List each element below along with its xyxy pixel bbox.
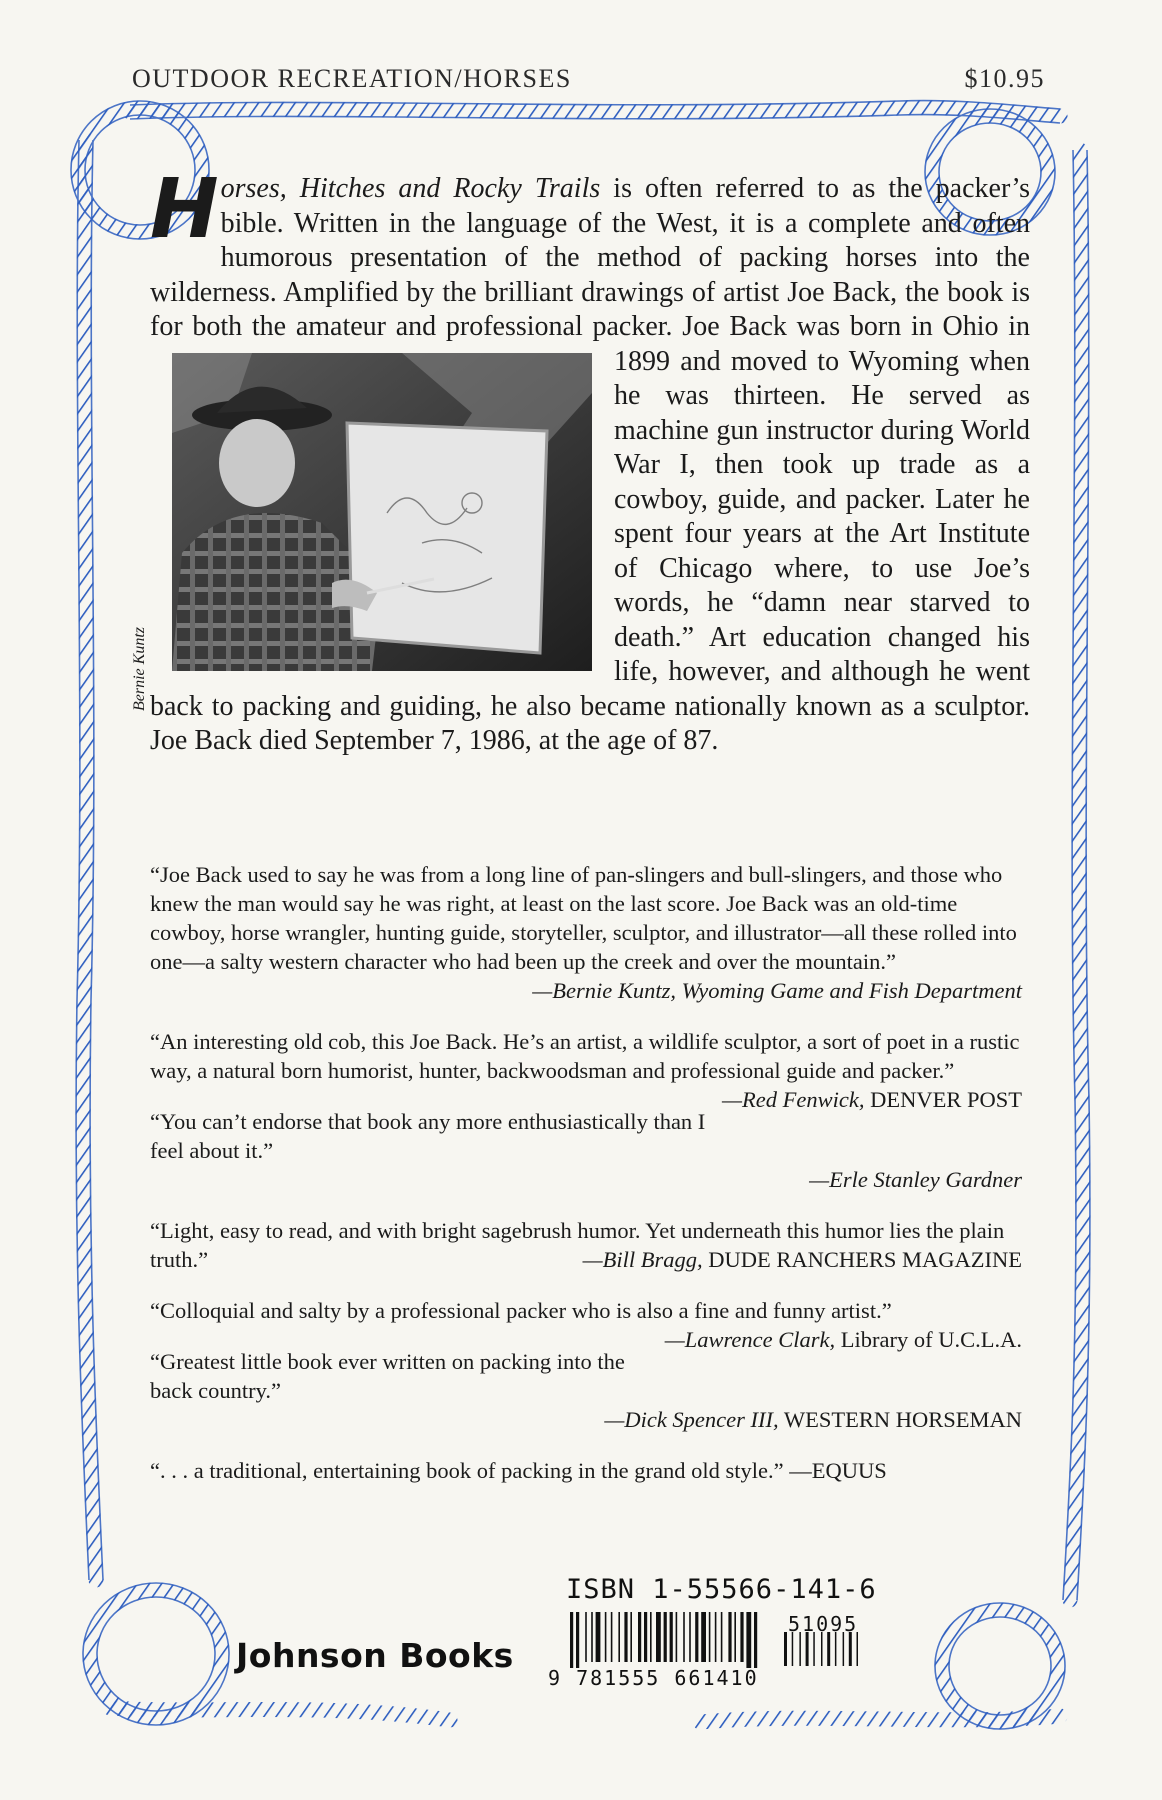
barcode-addon-bar: [799, 1632, 801, 1666]
barcode-bar: [701, 1612, 706, 1662]
barcode-bar: [754, 1612, 757, 1668]
barcode-bar: [570, 1612, 573, 1668]
quote-source: Library of U.C.L.A.: [835, 1327, 1022, 1352]
quote-attribution: [150, 976, 1022, 1005]
quote-text: “Colloquial and salty by a professional packer who is also a fine and funny artist.”: [150, 1298, 892, 1323]
barcode-bar: [624, 1612, 627, 1662]
description-text-1: is often referred to as the packer’s bible. Written in the language of the West, it is a complete and often humorous presentation of the method of packing horses into the wilderness. Amplified by the brilliant drawings of artist Joe Back, the book is for both the amateur and professional packer.: [150, 173, 1030, 342]
review-quote: [150, 1456, 1022, 1485]
barcode-bar: [676, 1612, 678, 1662]
quote-source: —EQUUS: [783, 1458, 887, 1483]
barcode-bar: [644, 1612, 647, 1662]
photo-credit: [131, 600, 180, 740]
quote-text: “You can’t endorse that book any more enthusiastically than I feel about it.”: [150, 1109, 706, 1163]
barcode-bar: [740, 1612, 743, 1662]
barcode-bar: [585, 1612, 587, 1662]
quote-text: “Light, easy to read, and with bright sagebrush humor. Yet underneath this humor lies the plain truth.”: [150, 1218, 1005, 1272]
barcode-addon-bar: [784, 1632, 787, 1666]
drop-cap: H: [150, 162, 219, 257]
barcode-bar: [695, 1612, 698, 1662]
review-quote: [150, 1216, 1022, 1274]
barcode-bar: [734, 1612, 736, 1662]
barcode-bar: [611, 1612, 613, 1662]
review-quote: [150, 1107, 1022, 1194]
barcode-bar: [715, 1612, 717, 1662]
price-label: $10.95: [964, 64, 1045, 93]
review-quote: [150, 1296, 1022, 1352]
barcode-bar: [596, 1612, 601, 1662]
quote-author: —Bill Bragg,: [582, 1247, 703, 1272]
quote-attribution: [150, 1165, 1022, 1194]
barcode-bar: [746, 1612, 751, 1668]
barcode-bar: [591, 1612, 593, 1662]
barcode-addon-bar: [849, 1632, 852, 1666]
artist-photo: [172, 353, 592, 671]
barcode-bar: [618, 1612, 620, 1662]
quote-text: “Greatest little book ever written on packing into the back country.”: [150, 1349, 625, 1403]
quote-text: “. . . a traditional, entertaining book of packing in the grand old style.”: [150, 1458, 784, 1483]
description: [150, 162, 1030, 759]
barcode-bar: [638, 1612, 641, 1662]
quote-attribution: [722, 1085, 1022, 1114]
barcode-addon-bar: [843, 1632, 845, 1666]
description-text-2: Joe Back was born in Ohio in 1899 and moved to Wyoming when he was thirteen. He served as machine gun instructor during World War I, then took up trade as a cowboy, guide, and packer. Later he spent four years at the Art Institute of Chicago where, to use Joe’s words, he “damn near starved to death.” Art education changed his life, however, and although he went back to packing and guiding, he also became nationally known as a sculptor. Joe Back died September 7, 1986, at the age of 87.: [150, 311, 1030, 756]
book-title: orses, Hitches and Rocky Trails: [220, 173, 601, 204]
barcode-bar: [576, 1612, 579, 1668]
publisher-logo: Johnson Books: [236, 1636, 514, 1675]
photo-credit-text: Bernie Kuntz: [131, 627, 148, 711]
barcode-bar: [689, 1612, 691, 1662]
barcode-bar: [670, 1612, 673, 1662]
barcode-addon-bar: [821, 1632, 823, 1666]
barcode-bar: [605, 1612, 607, 1662]
quote-attribution: [583, 1245, 1022, 1274]
barcode-addon-bar: [792, 1632, 794, 1666]
barcode-addon-bar: [813, 1632, 815, 1666]
barcode-bar: [664, 1612, 667, 1662]
barcode-addon-bar: [857, 1632, 859, 1666]
quote-author: —Bernie Kuntz, Wyoming Game and Fish Department: [532, 978, 1022, 1003]
barcode-bar: [721, 1612, 723, 1662]
quote-author: —Erle Stanley Gardner: [809, 1167, 1022, 1192]
quote-author: —Dick Spencer III,: [604, 1407, 779, 1432]
isbn-label: ISBN 1-55566-141-6: [566, 1574, 877, 1605]
barcode-bar: [630, 1612, 632, 1662]
quote-text: “Joe Back used to say he was from a long line of pan-slingers and bull-slingers, and those who knew the man would say he was right, at least on the last score. Joe Back was an old-time cowboy, horse wrangler, hunting guide, storyteller, sculptor, and illustrator—all these rolled into one—a salty western character who had been up the creek and over the mountain.”: [150, 862, 1017, 974]
quote-author: —Red Fenwick,: [722, 1087, 865, 1112]
review-quote: [150, 1027, 1022, 1112]
category-label: OUTDOOR RECREATION/HORSES: [132, 64, 572, 93]
quote-attribution: [150, 1405, 1022, 1434]
quote-text: “An interesting old cob, this Joe Back. He’s an artist, a wildlife sculptor, a sort of poet in a rustic way, a natural born humorist, hunter, backwoodsman and professional guide and packer.”: [150, 1029, 1020, 1083]
barcode-bar: [709, 1612, 711, 1662]
barcode-addon-bar: [835, 1632, 837, 1666]
barcode-addon-bar: [827, 1632, 830, 1666]
barcode-bar: [683, 1612, 685, 1662]
barcode-bar: [656, 1612, 661, 1662]
quote-author: —Lawrence Clark,: [664, 1327, 836, 1352]
barcode-bar: [728, 1612, 731, 1662]
quote-source: DENVER POST: [864, 1087, 1022, 1112]
barcode-number: 9 781555 661410: [548, 1666, 759, 1690]
barcode-addon-bar: [806, 1632, 809, 1666]
review-quote: [150, 1347, 1022, 1434]
barcode-addon-number: 51095: [788, 1612, 859, 1636]
review-quotes: [150, 860, 1022, 1507]
quote-attribution: [665, 1325, 1022, 1354]
quote-source: DUDE RANCHERS MAGAZINE: [702, 1247, 1022, 1272]
review-quote: [150, 860, 1022, 1005]
quote-source: WESTERN HORSEMAN: [778, 1407, 1022, 1432]
barcode-bar: [650, 1612, 652, 1662]
